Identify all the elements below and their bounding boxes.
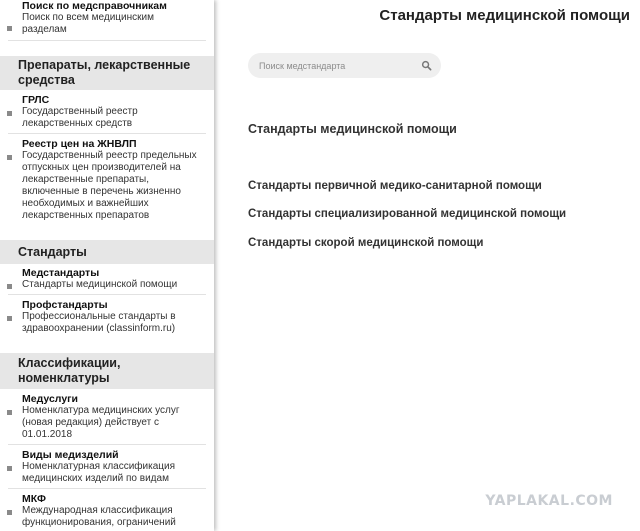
section-title: Стандарты медицинской помощи [248,122,457,136]
sidebar-item-desc: 01.01.2018 [22,429,73,440]
sidebar-item-grls[interactable] [0,94,214,130]
link-emergency-care-standards[interactable]: Стандарты скорой медицинской помощи [248,237,484,249]
bullet-icon [7,111,12,116]
sidebar-item-desc: разделам [22,24,67,35]
divider [8,488,206,489]
sidebar-item-desc: лекарственных средств [22,118,133,129]
sidebar-item-zhnvlp[interactable] [0,138,214,222]
divider [8,40,206,41]
sidebar-item-title: Виды медизделий [22,449,119,461]
sidebar-item-title: Поиск по медсправочникам [22,0,167,12]
bullet-icon [7,316,12,321]
section-heading-line: Классификации, [18,356,121,370]
search-input[interactable] [248,53,441,78]
sidebar-item-desc: здравоохранении (classinform.ru) [22,323,176,334]
sidebar-item-desc: Номенклатурная классификация [22,461,175,472]
page-title: Стандарты медицинской помощи [379,7,630,24]
sidebar-item-med-search[interactable] [0,0,214,36]
bullet-icon [7,284,12,289]
sidebar-item-title: ГРЛС [22,94,50,106]
sidebar-item-title: Медуслуги [22,393,78,405]
sidebar-item-desc: включенные в перечень жизненно [22,186,181,197]
bullet-icon [7,466,12,471]
sidebar-item-title: Реестр цен на ЖНВЛП [22,138,137,150]
divider [8,444,206,445]
sidebar-item-medproducts[interactable] [0,449,214,485]
sidebar-item-icf[interactable] [0,493,214,529]
divider [8,294,206,295]
watermark: YAPLAKAL.COM [485,493,613,509]
sidebar-item-desc: отпускных цен производителей на [22,162,181,173]
sidebar-section-classifications [0,353,214,389]
sidebar-item-profstandards[interactable] [0,299,214,335]
search-placeholder: Поиск медстандарта [259,60,346,71]
bullet-icon [7,155,12,160]
section-heading-line: номенклатуры [18,371,110,385]
search-icon[interactable] [421,60,432,71]
sidebar-item-title: МКФ [22,493,46,505]
sidebar-section-standards [0,240,214,264]
sidebar-item-title: Профстандарты [22,299,108,311]
sidebar-item-desc: лекарственные препараты, [22,174,149,185]
divider [8,133,206,134]
sidebar-item-desc: лекарственных препаратов [22,210,150,221]
bullet-icon [7,26,12,31]
sidebar-item-desc: медицинских изделий по видам [22,473,169,484]
section-heading-line: Стандарты [18,244,87,259]
sidebar-item-desc: Стандарты медицинской помощи [22,279,178,290]
main-content [214,0,640,531]
sidebar-item-title: Медстандарты [22,267,100,279]
link-specialized-care-standards[interactable]: Стандарты специализированной медицинской помощи [248,208,567,220]
bullet-icon [7,410,12,415]
sidebar-section-drugs [0,56,214,90]
sidebar [0,0,214,531]
section-heading-line: Препараты, лекарственные [18,58,191,72]
sidebar-item-desc: функционирования, ограничений [22,517,176,528]
sidebar-item-medstandards[interactable] [0,267,214,291]
sidebar-item-medservices[interactable] [0,393,214,441]
link-primary-care-standards[interactable]: Стандарты первичной медико-санитарной помощи [248,180,542,192]
section-heading-line: средства [18,73,75,87]
sidebar-item-desc: необходимых и важнейших [22,198,149,209]
bullet-icon [7,510,12,515]
sidebar-item-desc: (новая редакция) действует с [22,417,160,428]
sidebar-item-desc: Государственный реестр [22,106,138,117]
sidebar-item-desc: Международная классификация [22,505,173,516]
sidebar-item-desc: Государственный реестр предельных [22,150,197,161]
sidebar-item-desc: Поиск по всем медицинским [22,12,154,23]
sidebar-item-desc: Профессиональные стандарты в [22,311,176,322]
sidebar-item-desc: Номенклатура медицинских услуг [22,405,180,416]
